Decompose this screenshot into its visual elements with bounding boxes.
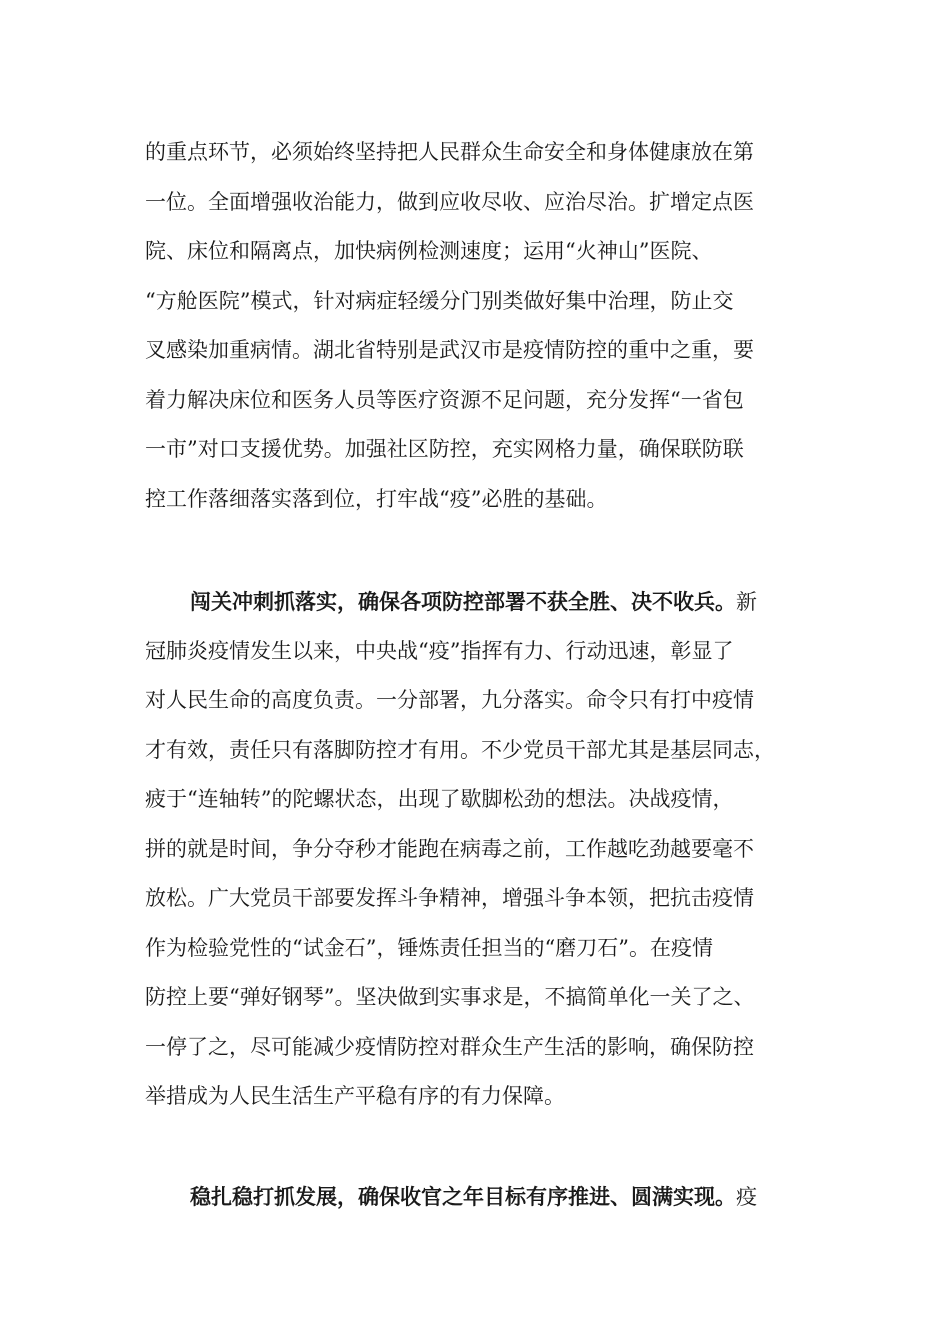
text-line: 拼的就是时间，争分夺秒才能跑在病毒之前，工作越吃劲越要毫不 bbox=[145, 836, 754, 861]
text-line: 一停了之，尽可能减少疫情防控对群众生产生活的影响，确保防控 bbox=[145, 1034, 754, 1059]
paragraph-first-line-text: 新 bbox=[736, 590, 757, 614]
paragraph-first-line-text: 疫 bbox=[736, 1185, 757, 1209]
text-line: 才有效，责任只有落脚防控才有用。不少党员干部尤其是基层同志， bbox=[145, 737, 775, 762]
text-line: 院、床位和隔离点，加快病例检测速度；运用“火神山”医院、 bbox=[145, 239, 713, 263]
text-line: 举措成为人民生活生产平稳有序的有力保障。 bbox=[145, 1084, 565, 1108]
text-line: 冠肺炎疫情发生以来，中央战“疫”指挥有力、行动迅速，彰显了 bbox=[145, 638, 734, 663]
paragraph-2 bbox=[145, 577, 835, 1122]
paragraph-first-line bbox=[145, 577, 835, 627]
paragraph-lead-heading: 闯关冲刺抓落实，确保各项防控部署不获全胜、决不收兵。 bbox=[190, 589, 736, 614]
text-line: 对人民生命的高度负责。一分部署，九分落实。命令只有打中疫情 bbox=[145, 688, 754, 712]
text-line: 作为检验党性的“试金石”，锤炼责任担当的“磨刀石”。在疫情 bbox=[145, 935, 713, 960]
paragraph-1 bbox=[145, 128, 835, 524]
text-line: 一市”对口支援优势。加强社区防控，充实网格力量，确保联防联 bbox=[145, 437, 744, 461]
paragraph-3 bbox=[145, 1172, 835, 1222]
text-line: 防控上要“弹好钢琴”。坚决做到实事求是，不搞简单化一关了之、 bbox=[145, 985, 755, 1009]
text-line: 放松。广大党员干部要发挥斗争精神，增强斗争本领，把抗击疫情 bbox=[145, 886, 754, 910]
paragraph-lead-heading: 稳扎稳打抓发展，确保收官之年目标有序推进、圆满实现。 bbox=[190, 1184, 736, 1209]
text-line: “方舱医院”模式，针对病症轻缓分门别类做好集中治理，防止交 bbox=[145, 288, 734, 313]
paragraph-first-line bbox=[145, 1172, 835, 1222]
text-line: 着力解决床位和医务人员等医疗资源不足问题，充分发挥“一省包 bbox=[145, 387, 744, 412]
text-line: 叉感染加重病情。湖北省特别是武汉市是疫情防控的重中之重，要 bbox=[145, 338, 754, 362]
text-line: 控工作落细落实落到位，打牢战“疫”必胜的基础。 bbox=[145, 486, 608, 511]
text-line: 疲于“连轴转”的陀螺状态，出现了歇脚松劲的想法。决战疫情， bbox=[145, 787, 734, 811]
text-line: 一位。全面增强收治能力，做到应收尽收、应治尽治。扩增定点医 bbox=[145, 189, 754, 214]
text-line: 的重点环节，必须始终坚持把人民群众生命安全和身体健康放在第 bbox=[145, 140, 754, 164]
